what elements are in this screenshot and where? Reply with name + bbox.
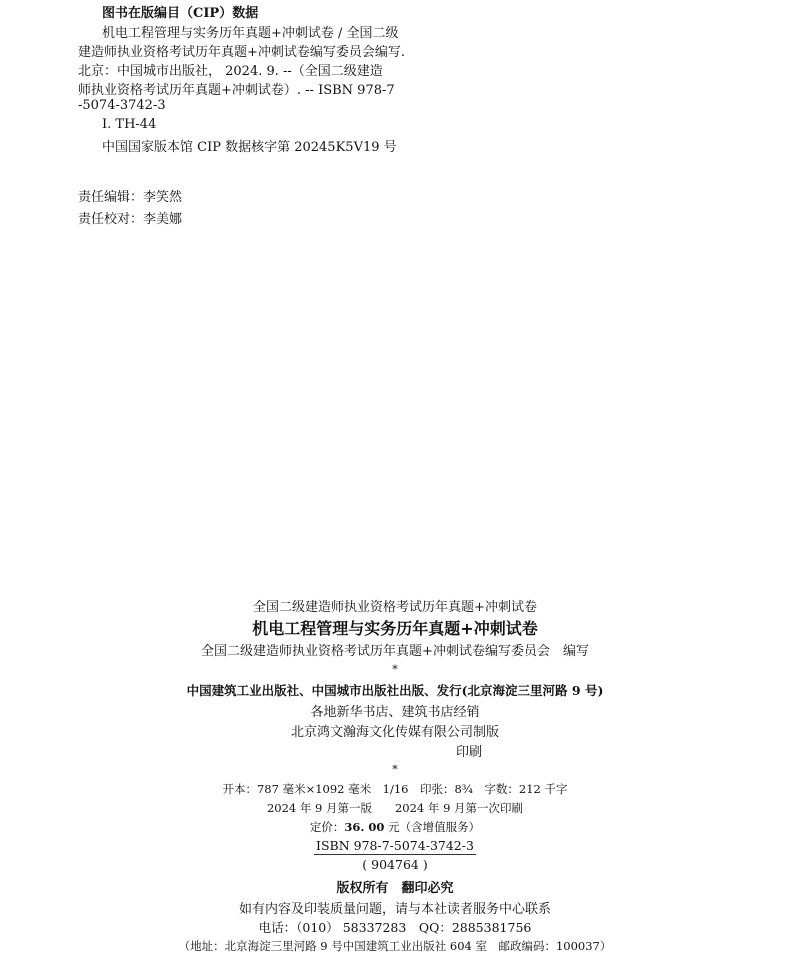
cip-number: 中国国家版本馆 CIP 数据核字第 20245K5V19 号	[102, 140, 397, 155]
printer-line: 印刷	[456, 745, 483, 760]
responsible-editor: 责任编辑：李笑然	[78, 190, 183, 205]
rights-line: 版权所有 翻印必究	[336, 881, 454, 896]
price-label: 定价：	[309, 820, 345, 834]
cip-line-3: 北京：中国城市出版社， 2024. 9. --（全国二级建造	[78, 64, 383, 79]
address-line: （地址：北京海淀三里河路 9 号中国建筑工业出版社 604 室 邮政编码：100037）	[178, 939, 612, 953]
contact-phone: 电话：（010） 58337283 QQ：2885381756	[258, 920, 532, 935]
separator-star-1: *	[392, 662, 398, 676]
edition-line: 2024 年 9 月第一版 2024 年 9 月第一次印刷	[266, 801, 524, 815]
cip-line-1: 机电工程管理与实务历年真题+冲刺试卷 / 全国二级	[102, 26, 399, 41]
typesetter-line: 北京鸿文瀚海文化传媒有限公司制版	[290, 725, 499, 740]
isbn-number: ISBN 978-7-5074-3742-3	[316, 838, 474, 853]
quality-notice: 如有内容及印装质量问题，请与本社读者服务中心联系	[238, 902, 551, 917]
cip-heading: 图书在版编目（CIP）数据	[102, 6, 259, 21]
cip-class-line: Ⅰ. TH-44	[102, 117, 157, 132]
cip-line-4: 师执业资格考试历年真题+冲刺试卷）. -- ISBN 978-7	[78, 83, 395, 98]
cip-line-2: 建造师执业资格考试历年真题+冲刺试卷编写委员会编写.	[78, 45, 406, 60]
format-line: 开本：787 毫米×1092 毫米 1/16 印张：8¾ 字数：212 千字	[222, 782, 568, 796]
price-line	[0, 819, 790, 835]
series-name: 全国二级建造师执业资格考试历年真题+冲刺试卷	[253, 600, 537, 615]
responsible-proofreader: 责任校对：李美娜	[78, 212, 183, 227]
book-title: 机电工程管理与实务历年真题+冲刺试卷	[252, 619, 538, 638]
separator-star-2: *	[392, 762, 398, 776]
price-suffix: 元（含增值服务）	[384, 820, 481, 834]
publisher-line: 中国建筑工业出版社、中国城市出版社出版、发行(北京海淀三里河路 9 号)	[186, 683, 604, 698]
isbn-line	[0, 838, 790, 855]
author-line: 全国二级建造师执业资格考试历年真题+冲刺试卷编写委员会 编写	[201, 644, 589, 659]
price-value: 36. 00	[344, 820, 385, 834]
cip-line-5: -5074-3742-3	[78, 98, 166, 113]
book-code: ( 904764 )	[362, 857, 428, 872]
distributor-line: 各地新华书店、建筑书店经销	[310, 705, 480, 720]
